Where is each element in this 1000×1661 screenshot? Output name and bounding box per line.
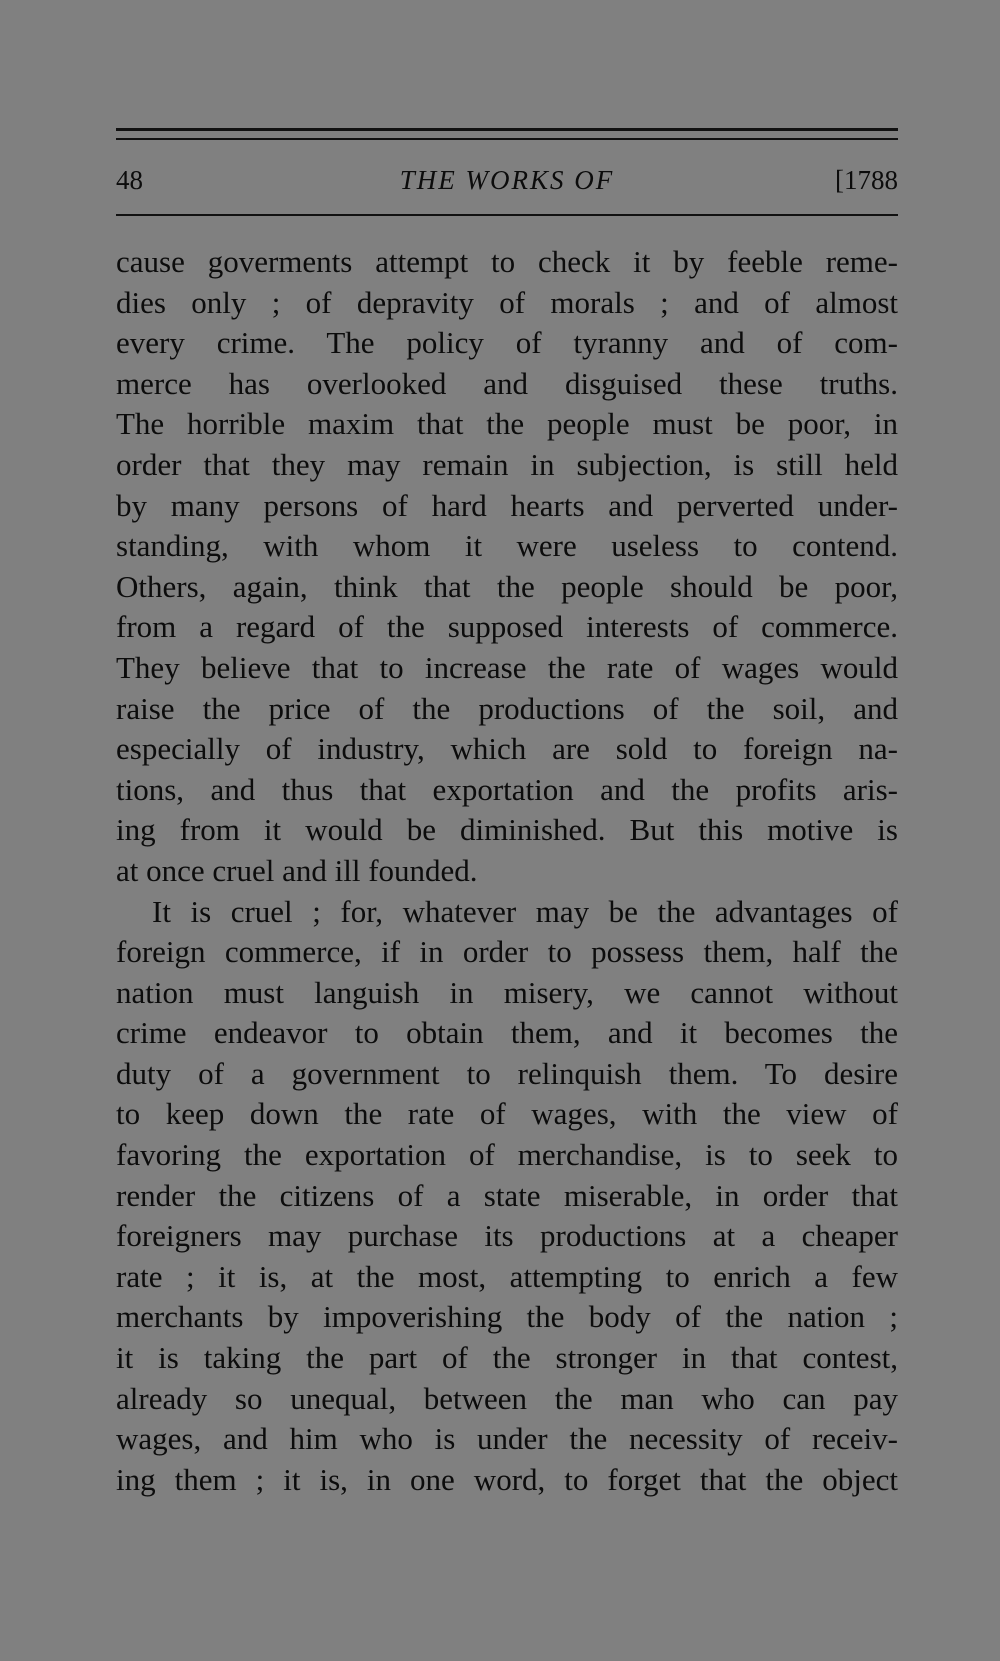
text-line: raise the price of the productions of the soil, and [116, 690, 898, 726]
header-rule-top [116, 128, 898, 131]
text-line: tions, and thus that exportation and the profits aris- [116, 771, 898, 807]
text-line: Others, again, think that the people should be poor, [116, 568, 898, 604]
text-line: crime endeavor to obtain them, and it becomes the [116, 1015, 898, 1051]
text-line: especially of industry, which are sold to foreign na- [116, 731, 898, 767]
text-line: ing from it would be diminished. But this motive is [116, 812, 898, 848]
header-rule-second [116, 138, 898, 140]
header-year: [1788 [835, 165, 898, 195]
text-line: They believe that to increase the rate of wages would [116, 649, 898, 685]
text-line: duty of a government to relinquish them. To desire [116, 1055, 898, 1091]
running-head: THE WORKS OF [399, 165, 615, 195]
text-line: merce has overlooked and disguised these truths. [116, 365, 898, 401]
text-line: nation must languish in misery, we cannot without [116, 974, 898, 1010]
text-line: ing them ; it is, in one word, to forget that the object [116, 1461, 898, 1497]
text-line: by many persons of hard hearts and perverted under- [116, 487, 898, 523]
text-line: standing, with whom it were useless to contend. [116, 528, 898, 564]
text-line: foreigners may purchase its productions at a cheaper [116, 1218, 898, 1254]
text-line: already so unequal, between the man who can pay [116, 1380, 898, 1416]
text-line: favoring the exportation of merchandise, is to seek to [116, 1137, 898, 1173]
page-number: 48 [116, 165, 143, 195]
text-line: dies only ; of depravity of morals ; and of almost [116, 284, 898, 320]
text-line: foreign commerce, if in order to possess them, half the [116, 934, 898, 970]
text-line: to keep down the rate of wages, with the view of [116, 1096, 898, 1132]
page-header [116, 160, 898, 200]
header-rule-bottom [116, 214, 898, 216]
text-line: It is cruel ; for, whatever may be the advantages of [152, 893, 898, 929]
text-line: wages, and him who is under the necessity of receiv- [116, 1421, 898, 1457]
text-line: order that they may remain in subjection, is still held [116, 446, 898, 482]
text-line: merchants by impoverishing the body of the nation ; [116, 1299, 898, 1335]
text-line: from a regard of the supposed interests of commerce. [116, 609, 898, 645]
text-line: The horrible maxim that the people must be poor, in [116, 406, 898, 442]
text-line: rate ; it is, at the most, attempting to enrich a few [116, 1258, 898, 1294]
text-line: at once cruel and ill founded. [116, 852, 478, 888]
body-text [116, 242, 898, 1500]
text-line: every crime. The policy of tyranny and of com- [116, 325, 898, 361]
text-line: it is taking the part of the stronger in that contest, [116, 1340, 898, 1376]
text-line: cause goverments attempt to check it by feeble reme- [116, 244, 898, 279]
text-line: render the citizens of a state miserable, in order that [116, 1177, 898, 1213]
